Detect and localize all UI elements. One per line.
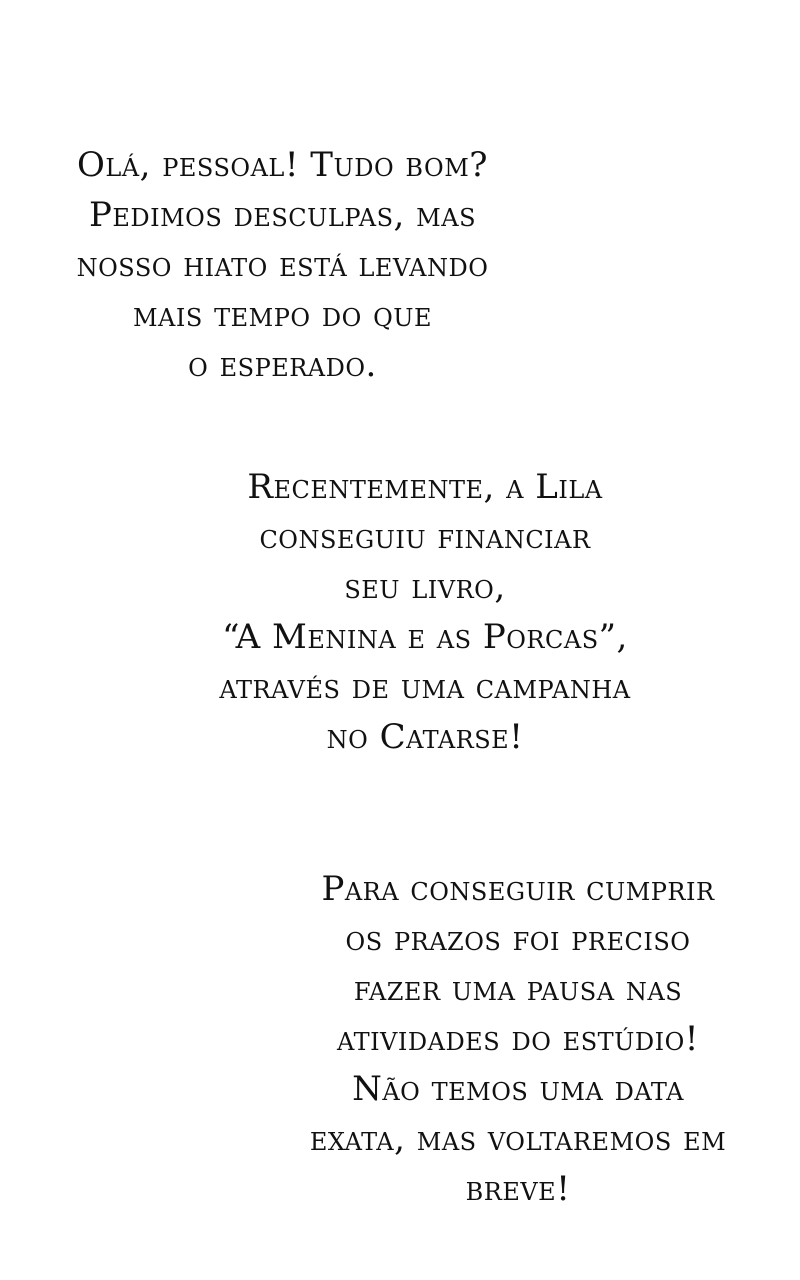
message-line: Recentemente, a Lila [247,467,603,507]
message-line: conseguiu financiar [259,517,591,557]
message-line: exata, mas voltaremos em [309,1119,727,1159]
message-studio-pause [258,864,778,1214]
message-line: Olá, pessoal! Tudo bom? [77,145,488,185]
message-line: no Catarse! [326,717,524,757]
message-line: nosso hiato está levando [76,245,489,285]
message-greeting [20,140,545,390]
message-line: mais tempo do que [132,295,433,335]
message-book-campaign [165,462,685,762]
message-line: Não temos uma data [352,1069,684,1109]
message-line: fazer uma pausa nas [353,969,683,1009]
message-line: atividades do estúdio! [337,1019,699,1059]
message-line: seu livro, [344,567,506,607]
message-line: Para conseguir cumprir [321,869,715,909]
message-line: breve! [465,1169,571,1209]
message-line: através de uma campanha [219,667,631,707]
message-line: os prazos foi preciso [345,919,691,959]
message-line: “A Menina e as Porcas”, [222,617,628,657]
message-line: o esperado. [188,345,377,385]
message-line: Pedimos desculpas, mas [88,195,477,235]
